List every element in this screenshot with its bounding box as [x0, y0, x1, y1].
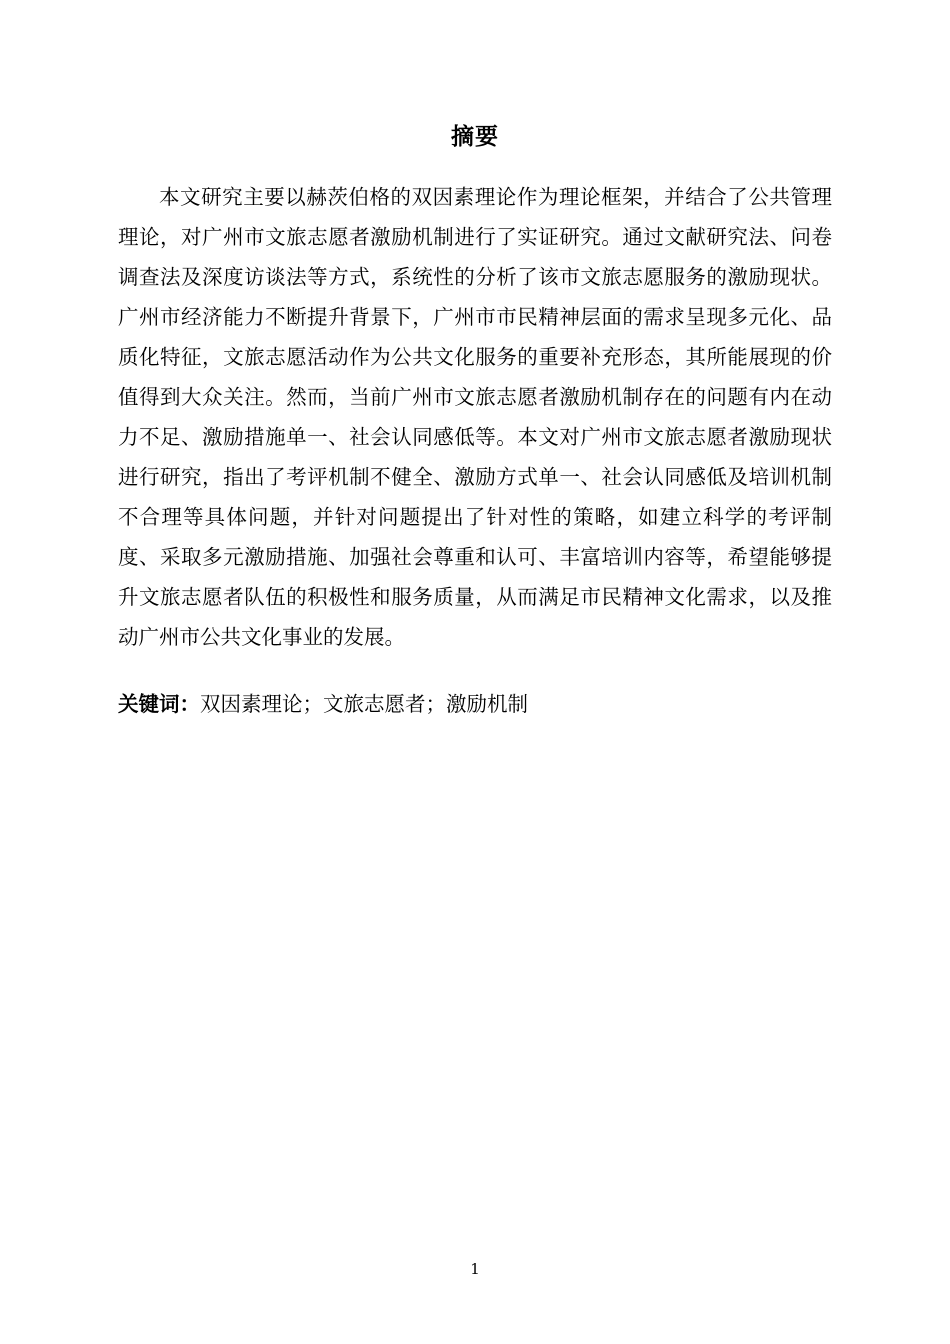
keywords-label: 关键词：	[118, 692, 200, 716]
keywords-text: 双因素理论；文旅志愿者；激励机制	[200, 692, 528, 716]
page-number: 1	[470, 1260, 480, 1278]
abstract-paragraph: 本文研究主要以赫茨伯格的双因素理论作为理论框架，并结合了公共管理理论，对广州市文旅志愿者激励机制进行了实证研究。通过文献研究法、问卷调查法及深度访谈法等方式，系统性的分析了该市文旅志愿服务的激励现状。广州市经济能力不断提升背景下，广州市市民精神层面的需求呈现多元化、品质化特征，文旅志愿活动作为公共文化服务的重要补充形态，其所能展现的价值得到大众关注。然而，当前广州市文旅志愿者激励机制存在的问题有内在动力不足、激励措施单一、社会认同感低等。本文对广州市文旅志愿者激励现状进行研究，指出了考评机制不健全、激励方式单一、社会认同感低及培训机制不合理等具体问题，并针对问题提出了针对性的策略，如建立科学的考评制度、采取多元激励措施、加强社会尊重和认可、丰富培训内容等，希望能够提升文旅志愿者队伍的积极性和服务质量，从而满足市民精神文化需求，以及推动广州市公共文化事业的发展。	[118, 185, 832, 649]
keywords-line	[118, 685, 832, 723]
page-title: 摘要	[451, 124, 499, 150]
page-content	[118, 118, 832, 723]
